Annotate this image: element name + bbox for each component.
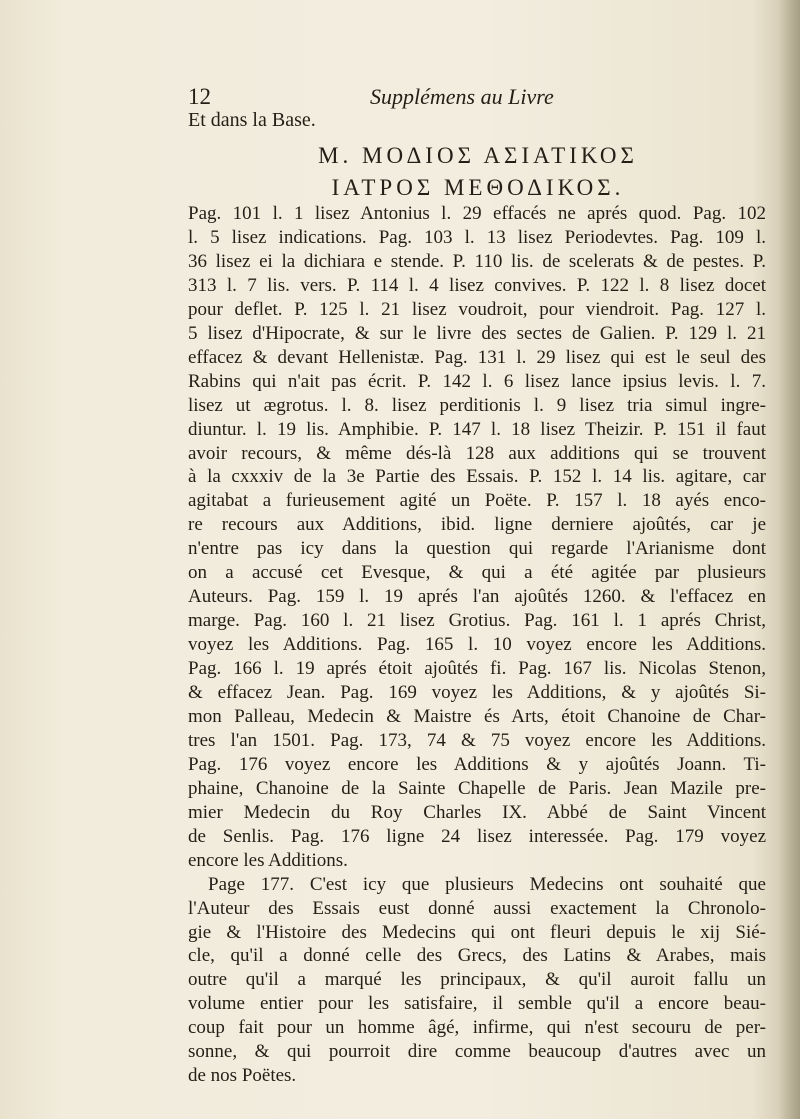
intro-line: Et dans la Base. (188, 109, 316, 131)
text-line: & effacez Jean. Pag. 169 voyez les Additions, & y ajoûtés Si- (188, 682, 766, 703)
running-head (188, 84, 570, 112)
page-edge-shadow (778, 0, 800, 1119)
text-line: diuntur. l. 19 lis. Amphibie. P. 147 l. 18 lisez Theizir. P. 151 il faut (188, 418, 766, 440)
greek-title-line-1: M. ΜΟΔΙΟΣ ΑΣΙΑΤΙΚΟΣ (318, 143, 638, 168)
text-line: Pag. 166 l. 19 aprés étoit ajoûtés fi. Pag. 167 lis. Nicolas Stenon, (188, 658, 766, 679)
text-line: voyez les Additions. Pag. 165 l. 10 voyez encore les Additions. (188, 634, 766, 656)
text-line: outre qu'il a marqué les principaux, & qu'il auroit fallu un (188, 969, 766, 991)
text-line: Auteurs. Pag. 159 l. 19 aprés l'an ajoûtés 1260. & l'effacez en (188, 586, 766, 608)
text-line: de Senlis. Pag. 176 ligne 24 lisez interessée. Pag. 179 voyez (188, 825, 766, 847)
text-line: 5 lisez d'Hipocrate, & sur le livre des sectes de Galien. P. 129 l. 21 (188, 322, 766, 344)
text-line: effacez & devant Hellenistæ. Pag. 131 l. 29 lisez qui est le seul des (188, 346, 766, 368)
text-line: lisez ut ægrotus. l. 8. lisez perditionis l. 9 lisez tria simul ingre- (188, 394, 766, 416)
text-line: tres l'an 1501. Pag. 173, 74 & 75 voyez encore les Additions. (188, 729, 766, 751)
text-line: mier Medecin du Roy Charles IX. Abbé de Saint Vincent (188, 801, 766, 823)
text-line: de nos Poëtes. (188, 1065, 297, 1087)
text-line: Pag. 176 voyez encore les Additions & y ajoûtés Joann. Ti- (188, 753, 766, 775)
text-line: l'Auteur des Essais eust donné aussi exactement la Chronolo- (188, 897, 766, 919)
text-line: Page 177. C'est icy que plusieurs Medecins ont souhaité que (208, 873, 766, 895)
text-line: volume entier pour les satisfaire, il semble qu'il a encore beau- (188, 993, 766, 1015)
text-line: mon Palleau, Medecin & Maistre és Arts, étoit Chanoine de Char- (188, 706, 766, 727)
text-line: n'entre pas icy dans la question qui regarde l'Arianisme dont (188, 538, 766, 560)
text-line: gie & l'Histoire des Medecins qui ont fleuri depuis le xij Sié- (188, 921, 766, 943)
text-line: Rabins qui n'ait pas écrit. P. 142 l. 6 lisez lance ipsius levis. l. 7. (188, 370, 766, 392)
text-line: 36 lisez ei la dichiara e stende. P. 110 lis. de scelerats & de pestes. P. (188, 250, 766, 272)
text-line: agitabat a furieusement agité un Poëte. P. 157 l. 18 ayés enco- (188, 490, 766, 512)
text-line: Pag. 101 l. 1 lisez Antonius l. 29 effacés ne aprés quod. Pag. 102 (188, 203, 766, 224)
text-line: marge. Pag. 160 l. 21 lisez Grotius. Pag. 161 l. 1 aprés Christ, (188, 610, 766, 632)
text-line: sonne, & qui pourroit dire comme beaucoup d'autres avec un (188, 1041, 766, 1063)
text-line: l. 5 lisez indications. Pag. 103 l. 13 lisez Periodevtes. Pag. 109 l. (188, 226, 766, 248)
text-line: 313 l. 7 lis. vers. P. 114 l. 4 lisez convives. P. 122 l. 8 lisez docet (188, 274, 766, 296)
text-line: on a accusé cet Evesque, & qui a été agitée par plusieurs (188, 562, 766, 584)
text-line: encore les Additions. (188, 849, 348, 871)
page-number: 12 (188, 84, 211, 109)
text-line: re recours aux Additions, ibid. ligne derniere ajoûtés, car je (188, 514, 766, 536)
text-line: avoir recours, & même dés-là 128 aux additions qui se trouvent (188, 442, 766, 464)
running-head-title: Supplémens au Livre (370, 84, 554, 109)
text-line: cle, qu'il a donné celle des Grecs, des Latins & Arabes, mais (188, 945, 766, 967)
text-line: à la cxxxiv de la 3e Partie des Essais. P. 152 l. 14 lis. agitare, car (188, 466, 766, 488)
text-line: coup fait pour un homme âgé, infirme, qui n'est secouru de per- (188, 1017, 766, 1039)
text-line: pour deflet. P. 125 l. 21 lisez voudroit, pour viendroit. Pag. 127 l. (188, 298, 766, 320)
greek-title-line-2: ΙΑΤΡΟΣ ΜΕΘΟΔΙΚΟΣ. (331, 175, 625, 200)
text-line: phaine, Chanoine de la Sainte Chapelle de Paris. Jean Mazile pre- (188, 777, 766, 799)
